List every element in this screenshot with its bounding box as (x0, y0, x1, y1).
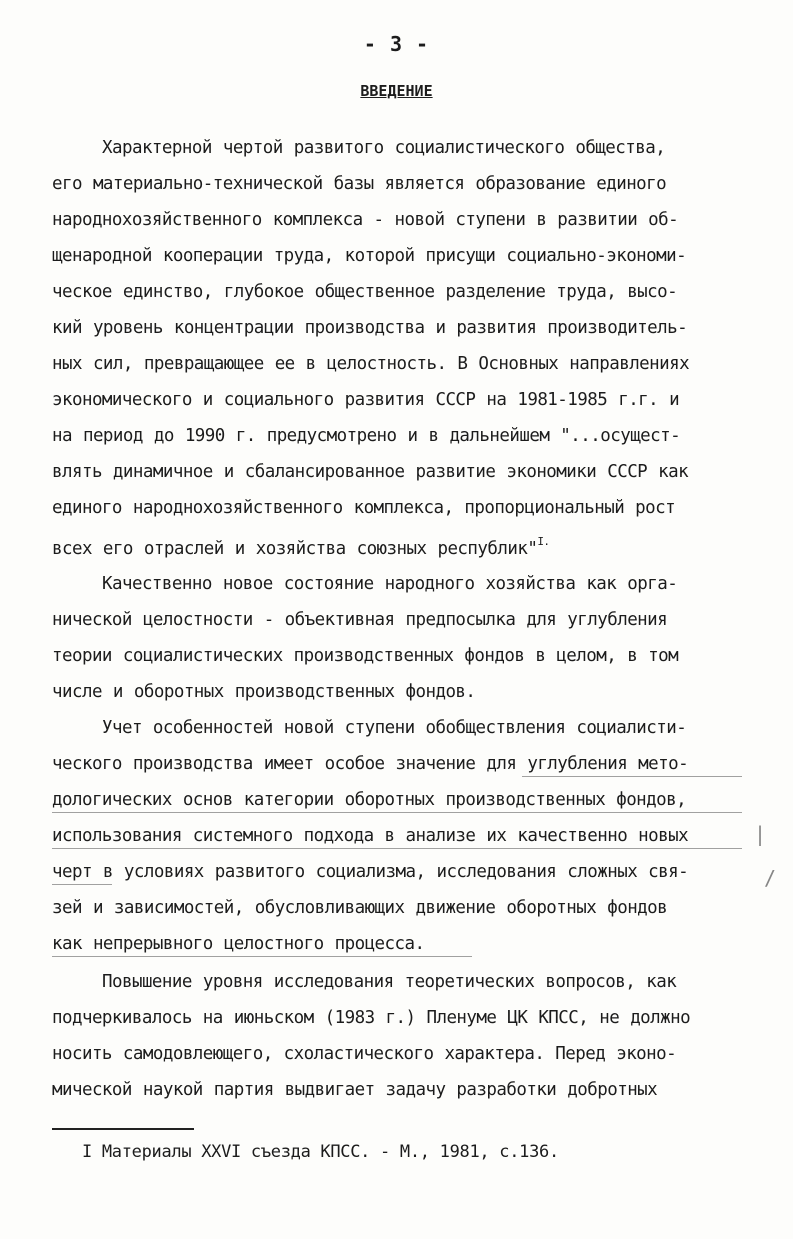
text-line: черт в условиях развитого социализма, исследования сложных свя- (52, 862, 689, 882)
page-number: - 3 - (363, 32, 430, 56)
pencil-underline (52, 848, 742, 849)
page-title: ВВЕДЕНИЕ (360, 82, 433, 100)
text-line: экономического и социального развития СССР на 1981-1985 г.г. и (52, 390, 680, 410)
pencil-margin-mark: | (754, 822, 767, 846)
text-line: ческое единство, глубокое общественное разделение труда, высо- (52, 282, 678, 302)
pencil-underline (52, 884, 112, 885)
text-line: мической наукой партия выдвигает задачу разработки добротных (52, 1080, 658, 1100)
text-line: щенародной кооперации труда, которой присущи социально-экономи- (52, 246, 687, 266)
text-line: зей и зависимостей, обусловливающих движение оборотных фондов (52, 898, 668, 918)
text-line: единого народнохозяйственного комплекса, пропорциональный рост (52, 498, 676, 518)
text-line: влять динамичное и сбалансированное развитие экономики СССР как (52, 462, 689, 482)
text-line: его материально-технической базы является образование единого (52, 174, 667, 194)
footnote-divider (52, 1128, 194, 1130)
pencil-margin-mark: / (764, 866, 777, 890)
text-line: ных сил, превращающее ее в целостность. В Основных направлениях (52, 354, 690, 374)
text-line: подчеркивалось на июньском (1983 г.) Пленуме ЦК КПСС, не должно (52, 1008, 691, 1028)
text-line: теории социалистических производственных фондов в целом, в том (52, 646, 679, 666)
text-line: Характерной чертой развитого социалистического общества, (102, 138, 666, 158)
text-line: на период до 1990 г. предусмотрено и в дальнейшем "...осущест- (52, 426, 681, 446)
text-line: Повышение уровня исследования теоретических вопросов, как (102, 972, 677, 992)
pencil-underline (522, 776, 742, 777)
footnote: I Материалы XXVI съезда КПСС. - М., 1981, с.136. (82, 1142, 559, 1162)
text-line: Качественно новое состояние народного хозяйства как орга- (102, 574, 678, 594)
text-line-with-footnote (52, 533, 549, 560)
text-line: числе и оборотных производственных фондов. (52, 682, 476, 702)
text-line: Учет особенностей новой ступени обобществления социалисти- (102, 718, 687, 738)
text-line: как непрерывного целостного процесса. (52, 934, 425, 954)
text-line: кий уровень концентрации производства и развития производитель- (52, 318, 688, 338)
footnote-marker: I. (537, 535, 550, 548)
text-line: ческого производства имеет особое значение для углубления мето- (52, 754, 689, 774)
text-line: использования системного подхода в анализе их качественно новых (52, 826, 689, 846)
text-line: носить самодовлеющего, схоластического характера. Перед эконо- (52, 1044, 677, 1064)
text-line: нической целостности - объективная предпосылка для углубления (52, 610, 668, 630)
text-line: всех его отраслей и хозяйства союзных республик" (52, 538, 538, 559)
text-line: народнохозяйственного комплекса - новой ступени в развитии об- (52, 210, 679, 230)
pencil-underline (52, 956, 472, 957)
text-line: дологических основ категории оборотных производственных фондов, (52, 790, 687, 810)
pencil-underline (52, 812, 742, 813)
